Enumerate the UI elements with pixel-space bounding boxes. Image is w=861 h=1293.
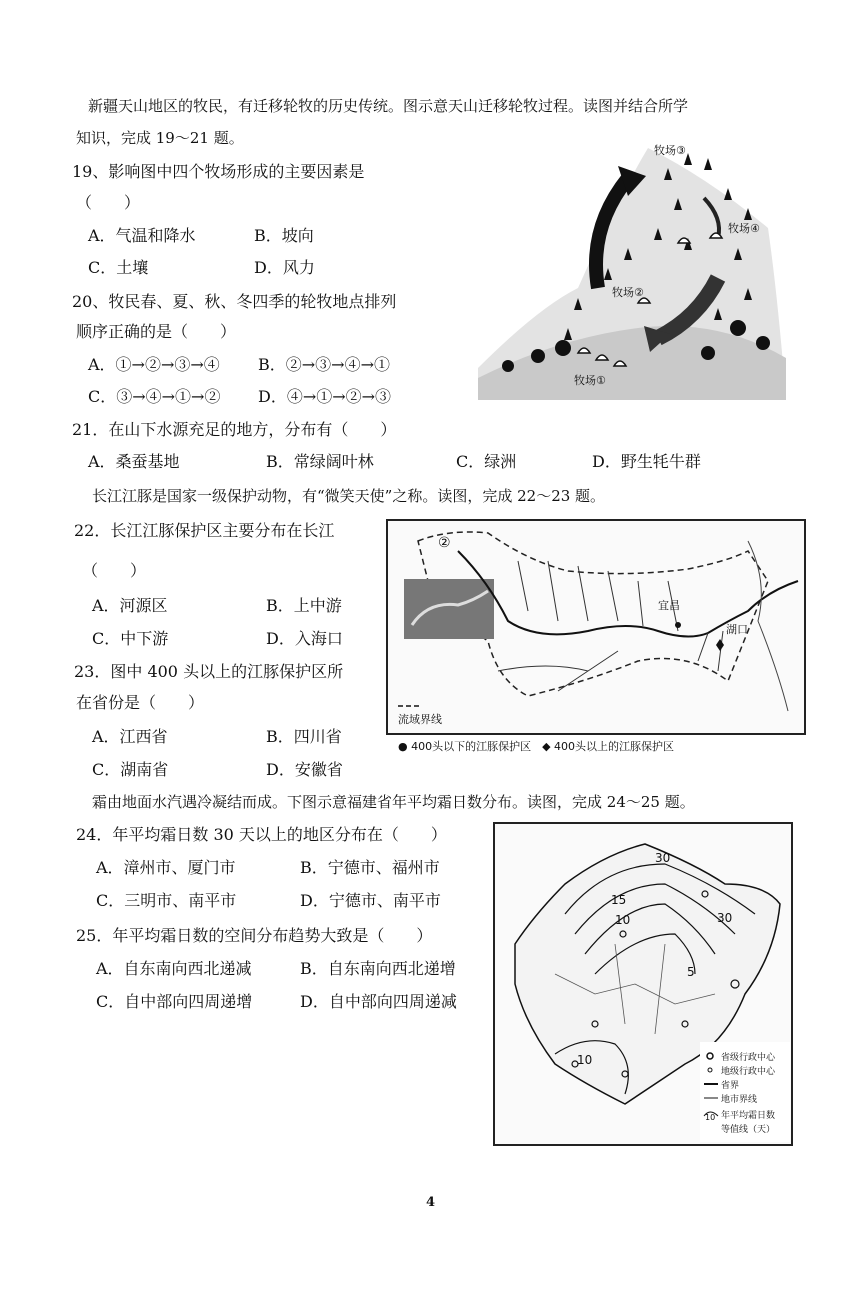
- pasture-label-1: 牧场①: [574, 374, 606, 387]
- contour-15: 15: [611, 893, 627, 907]
- intro-24-25: 霜由地面水汽遇冷凝结而成。下图示意福建省年平均霜日数分布。读图，完成 24～25 题。: [92, 793, 695, 811]
- q19-option-a: A．气温和降水: [88, 226, 196, 245]
- contour-10-south: 10: [577, 1053, 593, 1067]
- yangtze-legend: ● 400头以下的江豚保护区 ◆ 400头以上的江豚保护区: [398, 740, 675, 753]
- q25-option-a: A．自东南向西北递减: [96, 959, 252, 978]
- q23-option-c: C．湖南省: [92, 760, 169, 779]
- q20-option-a: A．①→②→③→④: [88, 355, 220, 374]
- legend-provincial-center: 省级行政中心: [721, 1053, 776, 1063]
- q24-stem: 24．年平均霜日数 30 天以上的地区分布在（ ）: [76, 825, 447, 844]
- fujian-frost-map: [493, 822, 793, 1146]
- intro-22-23: 长江江豚是国家一级保护动物，有“微笑天使”之称。读图，完成 22～23 题。: [92, 487, 606, 505]
- q22-option-b: B．上中游: [266, 596, 342, 615]
- q19-option-d: D．风力: [254, 258, 315, 277]
- q22-option-d: D．入海口: [266, 629, 343, 648]
- pasture-label-4: 牧场④: [728, 222, 760, 235]
- q19-option-b: B．坡向: [254, 226, 314, 245]
- legend-contour-num: 10: [705, 1113, 716, 1122]
- q25-stem: 25．年平均霜日数的空间分布趋势大致是（ ）: [76, 926, 433, 945]
- q24-option-b: B．宁德市、福州市: [300, 858, 440, 877]
- q25-option-b: B．自东南向西北递增: [300, 959, 456, 978]
- intro-19-21-line1: 新疆天山地区的牧民，有迁移轮牧的历史传统。图示意天山迁移轮牧过程。读图并结合所学: [88, 97, 689, 115]
- q21-option-c: C．绿洲: [456, 452, 517, 471]
- q21-option-a: A．桑蚕基地: [88, 452, 180, 471]
- q19-paren: （ ）: [76, 193, 141, 212]
- q21-stem: 21．在山下水源充足的地方，分布有（ ）: [72, 420, 397, 439]
- boundary-legend: 流域界线: [398, 713, 442, 726]
- legend-contour: 等值线（天）: [721, 1125, 776, 1135]
- legend-prefecture-center: 地级行政中心: [721, 1067, 776, 1077]
- q22-option-a: A．河源区: [92, 596, 168, 615]
- yichang-label: 宜昌: [658, 599, 680, 612]
- contour-10-north: 10: [615, 913, 631, 927]
- q20-option-c: C．③→④→①→②: [88, 387, 221, 406]
- q19-stem: 19、影响图中四个牧场形成的主要因素是: [72, 162, 365, 181]
- q23-option-a: A．江西省: [92, 727, 168, 746]
- q21-option-d: D．野生牦牛群: [592, 452, 701, 471]
- q22-paren: （ ）: [82, 561, 147, 580]
- tianshan-migration-figure: [478, 138, 786, 400]
- q23-option-d: D．安徽省: [266, 760, 343, 779]
- q25-option-c: C．自中部向四周递增: [96, 992, 253, 1011]
- q25-option-d: D．自中部向四周递减: [300, 992, 457, 1011]
- legend-city-border: 地市界线: [721, 1095, 758, 1105]
- legend-province-border: 省界: [721, 1081, 740, 1091]
- contour-5: 5: [687, 965, 695, 979]
- q23-stem: 23．图中 400 头以上的江豚保护区所: [74, 662, 344, 681]
- pasture-label-2: 牧场②: [612, 286, 644, 299]
- page-number: 4: [426, 1195, 436, 1210]
- q20-stem: 20、牧民春、夏、秋、冬四季的轮牧地点排列: [72, 292, 397, 311]
- yangtze-map: [386, 519, 806, 735]
- contour-30-east: 30: [717, 911, 733, 925]
- q23-option-b: B．四川省: [266, 727, 342, 746]
- q23-stem2: 在省份是（ ）: [76, 693, 205, 712]
- q20-stem2: 顺序正确的是（ ）: [76, 322, 237, 341]
- contour-30-north: 30: [655, 851, 671, 865]
- q22-stem: 22．长江江豚保护区主要分布在长江: [74, 521, 335, 540]
- q24-option-d: D．宁德市、南平市: [300, 891, 441, 910]
- yangtze-marker-2: ②: [438, 535, 451, 551]
- hukou-label: 湖口: [726, 623, 748, 636]
- q22-option-c: C．中下游: [92, 629, 169, 648]
- q19-option-c: C．土壤: [88, 258, 149, 277]
- pasture-label-3: 牧场③: [654, 144, 686, 157]
- q24-option-a: A．漳州市、厦门市: [96, 858, 236, 877]
- q21-option-b: B．常绿阔叶林: [266, 452, 374, 471]
- intro-19-21-line2: 知识，完成 19～21 题。: [76, 129, 244, 147]
- q20-option-d: D．④→①→②→③: [258, 387, 392, 406]
- q24-option-c: C．三明市、南平市: [96, 891, 237, 910]
- q20-option-b: B．②→③→④→①: [258, 355, 390, 374]
- legend-frost-days: 年平均霜日数: [721, 1111, 776, 1121]
